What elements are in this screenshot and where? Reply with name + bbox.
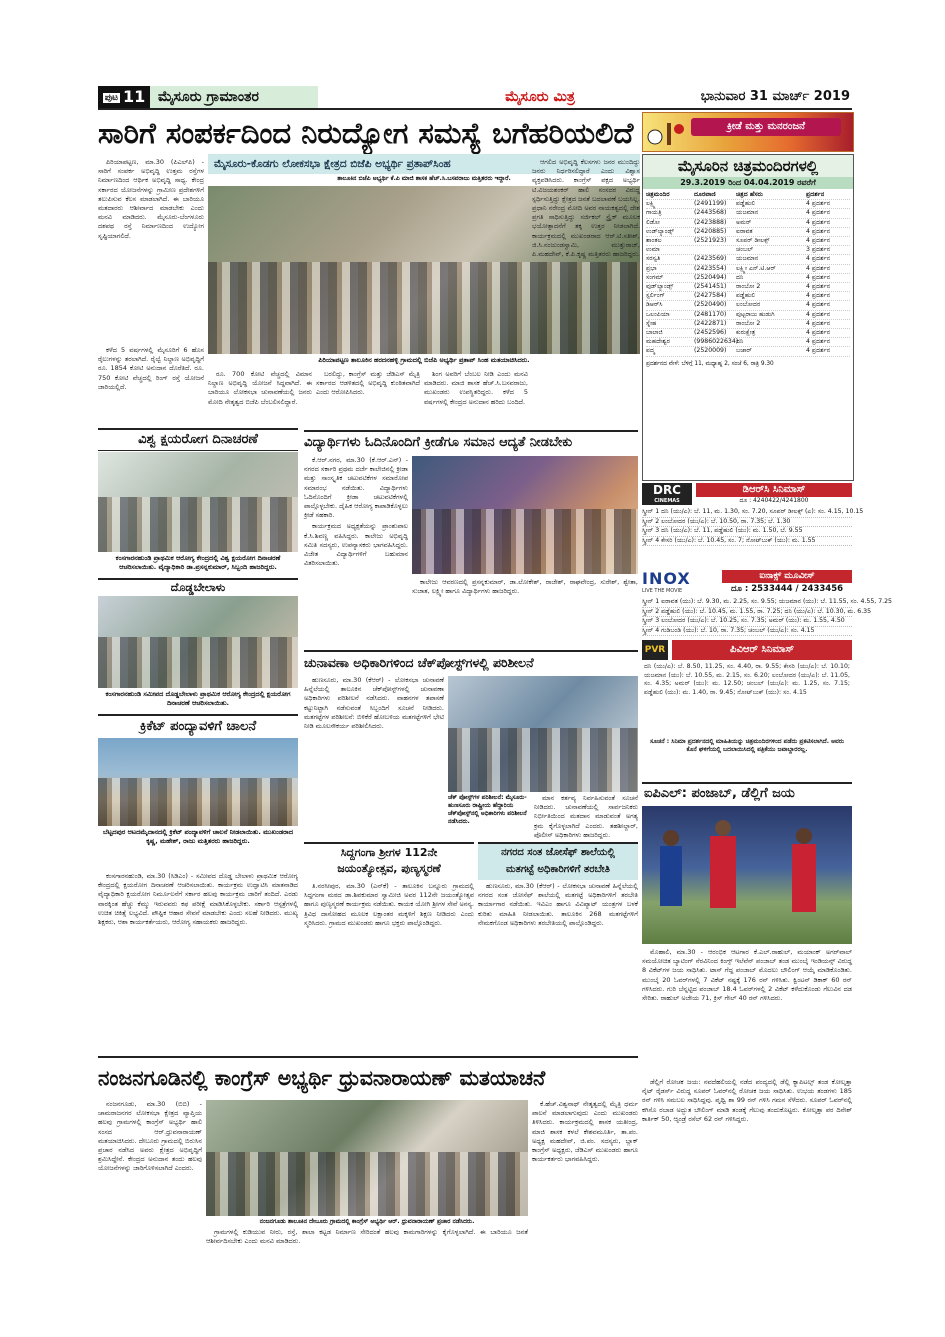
pvr-box [642, 640, 852, 660]
theatre-row [646, 301, 850, 310]
cricket-crowd [98, 778, 298, 826]
nanjangud-photo-caption: ನಂಜನಗೂಡು ತಾಲೂಕಿನ ದೇಬೂರು ಗ್ರಾಮದಲ್ಲಿ ಕಾಂಗ್ರೆಸ್ ಅಭ್ಯರ್ಥಿ ಆರ್. ಧ್ರುವನಾರಾಯಣ್ ಪ್ರಚಾರ ನಡೆಸಿದರು. [259, 1218, 475, 1225]
checkpost-col1 [304, 676, 444, 836]
checkpost-text: ಹುಣಸೂರು, ಮಾ.30 (ಕೆಆರ್) - ಲೋಕಸಭಾ ಚುನಾವಣೆ ಹಿನ್ನೆಲೆಯಲ್ಲಿ ತಾಲೂಕಿನ ಚೆಕ್‌ಪೋಸ್ಟ್‌ಗಳಲ್ಲಿ ಚುನಾವಣಾ ಅಧಿಕಾರಿಗಳು ಪರಿಶೀಲನೆ ನಡೆಸಿದರು. ವಾಹನಗಳ ತಪಾಸಣೆ ಕಟ್ಟುನಿಟ್ಟಾಗಿ ನಡೆಸುವಂತೆ ಸಿಬ್ಬಂದಿಗೆ ಸೂಚನೆ ನೀಡಿದರು. ಮತಗಟ್ಟೆಗಳ ಪರಿಶೀಲನೆ: ಬಿಳಿಕೆರೆ ಹೋಬಳಿಯ ಮತಗಟ್ಟೆಗಳಿಗೆ ಭೇಟಿ ನೀಡಿ ಮೂಲಸೌಕರ್ಯ ಪರಿಶೀಲಿಸಿದರು. [304, 676, 444, 731]
theatre-cell: ಶಾಂತಲ [646, 237, 662, 245]
theatres-box [642, 154, 854, 481]
theatre-cell: ಚಿತ್ರದ ಹೆಸರು [736, 191, 763, 198]
theatre-cell: ಅಮರ್ [736, 218, 752, 226]
theatre-cell: ಯಜಮಾನ [736, 209, 759, 217]
theatre-header-row [646, 191, 850, 200]
theatre-cell: ಚಂಬಲ್ [736, 246, 754, 254]
theatre-cell: 4 ಪ್ರದರ್ಶನ [806, 218, 831, 226]
theatre-cell: (2423569) [694, 255, 727, 263]
ipl-text-2: ಡೆಲ್ಲಿಗೆ ರೋಚಕ ಜಯ: ನವದೆಹಲಿಯಲ್ಲಿ ನಡೆದ ಪಂದ್ಯದಲ್ಲಿ ಡೆಲ್ಲಿ ಕ್ಯಾಪಿಟಲ್ಸ್ ತಂಡ ಕೋಲ್ಕತ್ತಾ ನೈಟ್ ರೈಡರ್ಸ್ ವಿರುದ್ಧ ಸೂಪರ್ ಓವರ್‌ನಲ್ಲಿ ರೋಚಕ ಜಯ ಸಾಧಿಸಿತು. ಉಭಯ ತಂಡಗಳು 185 ರನ್ ಗಳಿಸಿ ಸಮಬಲ ಸಾಧಿಸಿದ್ದವು. ಪೃಥ್ವಿ ಶಾ 99 ರನ್ ಗಳಿಸಿ ಗಮನ ಸೆಳೆದರು. ಸೂಪರ್ ಓವರ್‌ನಲ್ಲಿ ಕಗಿಸೊ ರಬಾಡ ಅದ್ಭುತ ಬೌಲಿಂಗ್ ಮಾಡಿ ತಂಡಕ್ಕೆ ಗೆಲುವು ತಂದುಕೊಟ್ಟರು. ಕೋಲ್ಕತ್ತಾ ಪರ ದಿನೇಶ್ ಕಾರ್ತಿಕ್ 50, ಆ್ಯಂಡ್ರೆ ರಸೆಲ್ 62 ರನ್ ಗಳಿಸಿದ್ದರು. [642, 1078, 852, 1123]
theatre-row [646, 274, 850, 283]
theatre-cell: ರಾಂಬೋ 2 [736, 283, 761, 291]
theatre-cell: ಪುಟ್ಟರಾಜು ಹುಡುಗಿ [736, 310, 775, 318]
lead-col3 [316, 370, 420, 422]
lead-col2 [208, 370, 312, 422]
drc-phone: ದೂ : 4240422/4241800 [739, 497, 809, 504]
theatre-cell: 4 ಪ್ರದರ್ಶನ [806, 227, 831, 235]
town-title-1: ನಗರದ ಸಂತ ಜೋಸೆಫ್ ಶಾಲೆಯಲ್ಲಿ [501, 847, 615, 858]
theatre-cell: ಕುರುಕ್ಷೇತ್ರ [736, 329, 756, 337]
theatre-cell: (2481170) [694, 310, 727, 318]
theatre-cell: (2423888) [694, 218, 727, 226]
theatre-row [646, 246, 850, 255]
theatre-cell: ಲಂಬೋದರ [736, 301, 761, 309]
tb-story-text: ಕಂಸಗಾರನಹುಂಡಿ, ಮಾ.30 (ಸಿಡಿಎಂ) - ಸಮೀಪದ ದೊಡ್ಡ ಬೇಲಾಳು ಪ್ರಾಥಮಿಕ ಆರೋಗ್ಯ ಕೇಂದ್ರದಲ್ಲಿ ಕ್ಷಯರೋಗ ದಿನಾಚರಣೆ ಆಚರಿಸಲಾಯಿತು. ಕಾರ್ಯಕ್ರಮ ಉದ್ಘಾಟಿಸಿ ಮಾತನಾಡಿದ ವೈದ್ಯಾಧಿಕಾರಿ ಕ್ಷಯರೋಗ ನಿರ್ಮೂಲನೆಗೆ ಸರ್ಕಾರ ಹಲವು ಕಾರ್ಯಕ್ರಮ ಜಾರಿಗೆ ತಂದಿದೆ. ಎರಡು ವಾರಕ್ಕಿಂತ ಹೆಚ್ಚು ಕೆಮ್ಮು ಇರುವವರು ಕಫ ಪರೀಕ್ಷೆ ಮಾಡಿಸಿಕೊಳ್ಳಬೇಕು. ಸರ್ಕಾರಿ ಆಸ್ಪತ್ರೆಗಳಲ್ಲಿ ಉಚಿತ ಚಿಕಿತ್ಸೆ ಲಭ್ಯವಿದೆ. ಪೌಷ್ಟಿಕ ಆಹಾರ ಸೇವನೆ ಮಾಡಬೇಕು ಎಂದು ಸಲಹೆ ನೀಡಿದರು. ಮುಖ್ಯ ಶಿಕ್ಷಕರು, ಆಶಾ ಕಾರ್ಯಕರ್ತೆಯರು, ಆರೋಗ್ಯ ಸಹಾಯಕರು ಹಾಜರಿದ್ದರು. [98, 872, 298, 927]
theatre-cell: ಸ್ನೇಹ [646, 319, 657, 327]
nanjangud-text-1: ನಂಜನಗೂಡು, ಮಾ.30 (ಬಿಬಿ) - ಚಾಮರಾಜನಗರ ಲೋಕಸಭಾ ಕ್ಷೇತ್ರದ ವ್ಯಾಪ್ತಿಯ ಹಲವು ಗ್ರಾಮಗಳಲ್ಲಿ ಕಾಂಗ್ರೆಸ್ ಅಭ್ಯರ್ಥಿ ಹಾಲಿ ಸಂಸದ ಆರ್.ಧ್ರುವನಾರಾಯಣ್ ಮತಯಾಚಿಸಿದರು. ದೇಬೂರು ಗ್ರಾಮದಲ್ಲಿ ಬಿರುಸಿನ ಪ್ರಚಾರ ನಡೆಸಿದ ಅವರು ಕ್ಷೇತ್ರದ ಅಭಿವೃದ್ಧಿಗೆ ಶ್ರಮಿಸಿದ್ದೇನೆ. ಕೇಂದ್ರದ ಅನುದಾನ ತಂದು ಹಲವು ಯೋಜನೆಗಳನ್ನು ಜಾರಿಗೊಳಿಸಲಾಗಿದೆ ಎಂದರು. [98, 1100, 202, 1173]
theatre-cell: ಲಕ್ಷ್ಮೀ ಎನ್.ಟಿ.ಆರ್ [736, 264, 776, 272]
drc-screen-line: ಸ್ಕ್ರೀನ್ 4 ಕೇಸರಿ (ಯು/ಎ): ಬೆ. 10.45, ಸಂ. 7; ನೋಟ್‌ಬುಕ್ (ಯು): ಮ. 1.55 [642, 537, 852, 547]
theatre-cell: 4 ಪ್ರದರ್ಶನ [806, 347, 831, 355]
inox-title: ಐನಾಕ್ಸ್ ಮೂವೀಸ್ [722, 570, 852, 583]
students-text-2: ಕಾರ್ಯಕ್ರಮದ ಅಧ್ಯಕ್ಷತೆಯನ್ನು ಪ್ರಾಂಶುಪಾಲ ಕೆ.ಸಿ.ಶಿವಣ್ಣ ವಹಿಸಿದ್ದರು. ಕಾಲೇಜು ಅಭಿವೃದ್ಧಿ ಸಮಿತಿ ಸದಸ್ಯರು, ಉಪನ್ಯಾಸಕರು ಭಾಗವಹಿಸಿದ್ದರು. ವಿಜೇತ ವಿದ್ಯಾರ್ಥಿಗಳಿಗೆ ಬಹುಮಾನ ವಿತರಿಸಲಾಯಿತು. [304, 522, 408, 568]
sports-icons [645, 115, 689, 149]
drc-logo-text: DRC [652, 483, 681, 497]
town-title-2: ಮತಗಟ್ಟೆ ಅಧಿಕಾರಿಗಳಿಗೆ ತರಬೇತಿ [506, 864, 610, 875]
header-rule [98, 108, 852, 110]
lead-col1 [98, 158, 204, 343]
theatre-cell: (2520009) [694, 347, 727, 355]
issue-date: ಭಾನುವಾರ 31 ಮಾರ್ಚ್ 2019 [700, 89, 850, 104]
nanjangud-headline: ನಂಜನಗೂಡಿನಲ್ಲಿ ಕಾಂಗ್ರೆಸ್ ಅಭ್ಯರ್ಥಿ ಧ್ರುವನಾರಾಯಣ್ ಮತಯಾಚನೆ [98, 1066, 546, 1090]
theatre-cell: ಯಜಮಾನ [736, 255, 759, 263]
theatre-row [646, 329, 850, 338]
inox-screen-line: ಸ್ಕ್ರೀನ್ 3 ಲಂಬೋದರ (ಯು/ಎ): ಬೆ. 10.25, ಸಂ. 7.35; ಅಮರ್ (ಯು): ಮ. 1.55, 4.50 [642, 617, 852, 627]
theatre-cell: ಲಕ್ಷ್ಮಿ [646, 200, 656, 208]
inox-screen-line: ಸ್ಕ್ರೀನ್ 2 ಪಡ್ಡೆಹುಲಿ (ಯು): ಬೆ. 10.45, ಮ. 1.55, ರಾ. 7.25; ದನಿ (ಯು/ಎ): ಬೆ. 10.30, ಮ. 6.35 [642, 608, 852, 618]
drc-title: ಡಿಆರ್‌ಸಿ ಸಿನಿಮಾಸ್ [696, 483, 852, 497]
theatres-table [643, 189, 853, 370]
theatre-cell: 4 ಪ್ರದರ್ಶನ [806, 310, 831, 318]
theatre-cell: 4 ಪ್ರದರ್ಶನ [806, 283, 831, 291]
students-photo [412, 456, 638, 574]
lead-headline: ಸಾರಿಗೆ ಸಂಪರ್ಕದಿಂದ ನಿರುದ್ಯೋಗ ಸಮಸ್ಯೆ ಬಗೆಹರಿಯಲಿದೆ [98, 116, 634, 150]
theatre-cell: ಮಹದೇಶ್ವರ [646, 338, 670, 346]
pvr-logo: PVR [642, 640, 668, 660]
lead-col4 [424, 370, 528, 422]
page-number-badge [98, 86, 150, 108]
theatre-cell: ಡಿಆರ್‌ಸಿ [646, 301, 663, 309]
theatre-row [646, 292, 850, 301]
theatre-cell: 4 ಪ್ರದರ್ಶನ [806, 273, 831, 281]
nanjangud-text-2: ಗ್ರಾಮಗಳಲ್ಲಿ ಕುಡಿಯುವ ನೀರು, ರಸ್ತೆ, ಶಾಲಾ ಕಟ್ಟಡ ನಿರ್ಮಾಣ ಸೇರಿದಂತೆ ಹಲವು ಕಾಮಗಾರಿಗಳನ್ನು ಕೈಗೊಳ್ಳಲಾಗಿದೆ. ಈ ಬಾರಿಯೂ ಜನತೆ ಆಶೀರ್ವದಿಸಬೇಕು ಎಂದು ಮನವಿ ಮಾಡಿದರು. [206, 1228, 528, 1246]
theatre-cell: (2520494) [694, 273, 727, 281]
nanjangud-text-4: ಕೆ.ಹೆಚ್.ವಿಶ್ವನಾಥ್ ನೇತೃತ್ವದಲ್ಲಿ ಮೈತ್ರಿ ಧರ್ಮ ಪಾಲನೆ ಮಾಡಲಾಗುವುದು ಎಂದು ಮುಖಂಡರು ತಿಳಿಸಿದರು. ಕಾರ್ಯಕ್ರಮದಲ್ಲಿ ಶಾಸಕ ಯತೀಂದ್ರ, ಮಾಜಿ ಶಾಸಕ ಕಳಲೆ ಕೇಶವಮೂರ್ತಿ, ತಾ.ಪಂ. ಅಧ್ಯಕ್ಷ ಮಹದೇವ್, ಜಿ.ಪಂ. ಸದಸ್ಯರು, ಬ್ಲಾಕ್ ಕಾಂಗ್ರೆಸ್ ಅಧ್ಯಕ್ಷರು, ಜೆಡಿಎಸ್ ಮುಖಂಡರು ಹಾಗೂ ಕಾರ್ಯಕರ್ತರು ಭಾಗವಹಿಸಿದ್ದರು. [532, 1100, 638, 1164]
drc-screen-line: ಸ್ಕ್ರೀನ್ 1 ದನಿ (ಯು/ಎ): ಬೆ. 11, ಮ. 1.30, ಸಂ. 7.20, ಸೂಪರ್ ಡೀಲಕ್ಸ್ (ಎ): ಸಂ. 4.15, 10.15 [642, 508, 852, 518]
lead-col5-text: ಆಗಲಿದ ಅಭಿವೃದ್ಧಿ ಕೆಲಸಗಳು ಜನರ ಮುಂದಿದ್ದು ಜನರು ನಿರ್ಧರಿಸಲಿದ್ದಾರೆ ಎಂದು ವಿಶ್ವಾಸ ವ್ಯಕ್ತಪಡಿಸಿದರು. ಕಾಂಗ್ರೆಸ್ ಪಕ್ಷದ ಅಭ್ಯರ್ಥಿ ಟಿ.ವಿಜಯಶಂಕರ್ ಹಾಲಿ ಸಂಸದರ ವಿರುದ್ಧ ಸ್ಪರ್ಧಿಸುತ್ತಿದ್ದು ಕ್ಷೇತ್ರದ ಜನತೆ ಬದಲಾವಣೆ ಬಯಸಿಲ್ಲ. ಪ್ರಧಾನಿ ನರೇಂದ್ರ ಮೋದಿ ಅವರ ನಾಯಕತ್ವದಲ್ಲಿ ದೇಶ ಪ್ರಗತಿ ಸಾಧಿಸುತ್ತಿದ್ದು ಸರ್ಜಿಕಲ್ ಸ್ಟ್ರೈಕ್ ಮೂಲಕ ಭಯೋತ್ಪಾದನೆಗೆ ತಕ್ಕ ಉತ್ತರ ನೀಡಲಾಗಿದೆ. ಕಾರ್ಯಕ್ರಮದಲ್ಲಿ ಮುಖಂಡರಾದ ಆರ್.ಟಿ.ಸತೀಶ್, ಜಿ.ಸಿ.ನಂಜುಂಡಸ್ವಾಮಿ, ಮುತ್ತುರಾಜ್, ಪಿ.ಮಹದೇವ್, ಕೆ.ಪಿ.ಕೃಷ್ಣ ಮತ್ತಿತರರು ಹಾಜರಿದ್ದರು. [532, 158, 640, 259]
inox-tagline: LIVE THE MOVIE [642, 588, 683, 594]
theatre-row [646, 237, 850, 246]
theatre-cell: (2420885) [694, 227, 727, 235]
theatre-cell: ಲಿಡೋ [646, 218, 660, 226]
lead-col1-text: ಪಿರಿಯಾಪಟ್ಟಣ, ಮಾ.30 (ಪಿಎಲ್‌ಪಿ) - ಸಾರಿಗೆ ಸಂಪರ್ಕ ಅಭಿವೃದ್ಧಿ ಉತ್ತಮ ರಸ್ತೆಗಳ ನಿರ್ಮಾಣದಿಂದ ಆರ್ಥಿಕ ಅಭಿವೃದ್ಧಿ ಸಾಧ್ಯ. ಕೇಂದ್ರ ಸರ್ಕಾರದ ಯೋಜನೆಗಳನ್ನು ಗ್ರಾಮೀಣ ಪ್ರದೇಶಗಳಿಗೆ ತಲುಪಿಸುವ ಕೆಲಸ ಮಾಡಲಾಗಿದೆ. ಈ ಬಾರಿಯೂ ಮತದಾರರು ಆಶೀರ್ವಾದ ಮಾಡಬೇಕು ಎಂದು ಮನವಿ ಮಾಡಿದರು. ಮೈಸೂರು-ಬೆಂಗಳೂರು ದಶಪಥ ರಸ್ತೆ ನಿರ್ಮಾಣದಿಂದ ಉದ್ಯೋಗ ಸೃಷ್ಟಿಯಾಗಲಿದೆ. [98, 158, 204, 240]
theatre-row [646, 200, 850, 209]
theatre-cell: ಗಾಯತ್ರಿ [646, 209, 662, 217]
theatre-cell: ಪಡ್ಡೆಹುಲಿ [736, 200, 756, 208]
theatre-cell: 4 ಪ್ರದರ್ಶನ [806, 255, 831, 263]
theatres-title: ಮೈಸೂರಿನ ಚಿತ್ರಮಂದಿರಗಳಲ್ಲಿ [643, 155, 853, 177]
world-tb-photo [98, 452, 298, 552]
theatre-cell: (2422871) [694, 319, 727, 327]
students-col1 [304, 456, 408, 646]
theatre-cell: ಬಾಲಾಜಿ [646, 329, 663, 337]
theatre-cell: (2541451) [694, 283, 727, 291]
ipl-text2 [642, 1078, 852, 1244]
nanjangud-col4 [532, 1100, 638, 1244]
theatre-cell [694, 246, 736, 254]
theatre-row [646, 265, 850, 274]
theatre-cell: 4 ಪ್ರದರ್ಶನ [806, 200, 831, 208]
masthead-logo: ಮೈಸೂರು ಮಿತ್ರ [505, 89, 575, 105]
siddaganga-story [304, 882, 474, 1052]
siddaganga-title-2: ಜಯಂತ್ಯೋತ್ಸವ, ಪುಣ್ಯಸ್ಮರಣೆ [337, 862, 441, 875]
ipl-title: ಐಪಿಎಲ್: ಪಂಜಾಬ್, ಡೆಲ್ಲಿಗೆ ಜಯ [644, 786, 795, 801]
siddaganga-title-1: ಸಿದ್ದಗಂಗಾ ಶ್ರೀಗಳ 112ನೇ [304, 842, 474, 862]
theatre-cell: ಸೂಪರ್ ಡೀಲಕ್ಸ್ [736, 237, 770, 245]
theatre-cell: 4 ಪ್ರದರ್ಶನ [806, 319, 831, 327]
checkpost-title: ಚುನಾವಣಾ ಅಧಿಕಾರಿಗಳಿಂದ ಚೆಕ್‌ಪೋಸ್ಟ್‌ಗಳಲ್ಲಿ ಪರಿಶೀಲನೆ [304, 650, 638, 674]
theatre-cell: 4 ಪ್ರದರ್ಶನ [806, 209, 831, 217]
tb-story [98, 872, 298, 1052]
theatre-cell: 4 ಪ್ರದರ್ಶನ [806, 329, 831, 337]
lead-col3-text: ಬರಲಿದ್ದು, ಕಾಂಗ್ರೆಸ್ ಮತ್ತು ಜೆಡಿಎಸ್ ಮೈತ್ರಿ ಸರ್ಕಾರದ ಆಡಳಿತದಲ್ಲಿ ಅಭಿವೃದ್ಧಿ ಕುಂಠಿತವಾಗಿದೆ ಎಂದು ಆರೋಪಿಸಿದರು. [316, 370, 420, 397]
theatre-cell: ಸರಸ್ವತಿ [646, 255, 661, 263]
theatre-cell: ವುಡ್‌ಲ್ಯಾಂಡ್ಸ್ [646, 283, 674, 291]
cricket-title: ಕ್ರಿಕೆಟ್ ಪಂದ್ಯಾವಳಿಗೆ ಚಾಲನೆ [98, 714, 298, 738]
theatre-cell: ಪದ್ಮ [646, 347, 655, 355]
pvr-note: ಸೂಚನೆ : ಸಿನಿಮಾ ಪ್ರದರ್ಶನದಲ್ಲಿ ಮಾಹಿತಿಯನ್ನು ಚಿತ್ರಮಂದಿರಗಳಿಂದ ಪಡೆದು ಪ್ರಕಟಿಸಲಾಗಿದೆ. ಅವರು ಕೊನೆ ಘಳಿಗೆಯಲ್ಲಿ ಬದಲಾಯಿಸಿದಲ್ಲಿ ಪತ್ರಿಕೆಯು ಜವಾಬ್ದಾರರಲ್ಲ. [650, 738, 844, 754]
theatre-cell: ಬಜಾರ್ [736, 347, 752, 355]
inox-logo-text: INOX [642, 569, 691, 588]
lead-col5 [532, 158, 640, 422]
lead-subhead: ಮೈಸೂರು-ಕೊಡಗು ಲೋಕಸಭಾ ಕ್ಷೇತ್ರದ ಬಿಜೆಪಿ ಅಭ್ಯರ್ಥಿ ಪ್ರತಾಪ್‌ಸಿಂಹ [214, 158, 451, 170]
theatre-cell: ದೂರವಾಣಿ [694, 191, 716, 198]
drc-schedule [642, 508, 864, 566]
nanjangud-col1 [98, 1100, 202, 1244]
checkpost-text2: ಮಾನ ಕರ್ತವ್ಯ ನಿರ್ವಹಿಸುವಂತೆ ಸೂಚನೆ ನೀಡಿದರು. ಚುನಾವಣೆಯಲ್ಲಿ ಸಾರ್ವಜನಿಕರು ನಿರ್ಭೀತಿಯಿಂದ ಮತದಾನ ಮಾಡುವಂತೆ ಅಗತ್ಯ ಕ್ರಮ ಕೈಗೊಳ್ಳಲಾಗಿದೆ ಎಂದರು. ತಹಶೀಲ್ದಾರ್, ಪೊಲೀಸ್ ಅಧಿಕಾರಿಗಳು ಹಾಜರಿದ್ದರು. [534, 794, 638, 839]
lead-col4-text: ಶಿಂಗ ಅವರಿಗೆ ಬೆಂಬಲ ನೀಡಿ ಎಂದು ಮನವಿ ಮಾಡಿದರು. ಮಾಜಿ ಶಾಸಕ ಹೆಚ್.ಸಿ.ಬಸವರಾಜು, ಮುಖಂಡರು ಉಪಸ್ಥಿತರಿದ್ದರು. ಕಳೆದ 5 ವರ್ಷಗಳಲ್ಲಿ ಕೇಂದ್ರದ ಅನುದಾನ ಹರಿದು ಬಂದಿದೆ. [424, 370, 528, 406]
theatre-cell: ಪ್ರದರ್ಶನ [806, 191, 825, 198]
theatre-row [646, 255, 850, 264]
ipl-players [642, 806, 852, 944]
nanjangud-photo [206, 1100, 528, 1216]
theatre-row [646, 311, 850, 320]
students-col3 [412, 578, 638, 646]
theatre-cell: ಸಂಗಮ್ [646, 273, 664, 281]
theatre-cell: ಪಡ್ಡೆಹುಲಿ [736, 292, 756, 300]
theatre-cell: (2520490) [694, 301, 727, 309]
town-story [478, 882, 638, 1052]
doddabelalu-title: ದೊಡ್ಡಬೇಲಾಳು [98, 578, 298, 596]
theatre-cell: 4 ಪ್ರದರ್ಶನ [806, 292, 831, 300]
checkpost-photo [448, 676, 638, 792]
theatre-cell: 4 ಪ್ರದರ್ಶನ [806, 338, 831, 346]
lead-col1b-text: ಕಳೆದ 5 ವರ್ಷಗಳಲ್ಲಿ ಮೈಸೂರಿಗೆ 6 ಹೊಸ ರೈಲುಗಳನ್ನು ತರಲಾಗಿದೆ. ರೈಲ್ವೆ ನಿಲ್ದಾಣ ಅಭಿವೃದ್ಧಿಗೆ ರೂ. 1854 ಕೋಟಿ ಅನುದಾನ ದೊರೆತಿದೆ. ರೂ. 750 ಕೋಟಿ ವೆಚ್ಚದಲ್ಲಿ ರಿಂಗ್ ರಸ್ತೆ ಯೋಜನೆ ಜಾರಿಯಲ್ಲಿದೆ. [98, 346, 204, 391]
cricket-caption: ಬೆಟ್ಟದಪುರ ಆಟದಮೈದಾನದಲ್ಲಿ ಕ್ರಿಕೆಟ್ ಪಂದ್ಯಾವಳಿಗೆ ಚಾಲನೆ ನೀಡಲಾಯಿತು. ಮುಖಂಡರಾದ ಕೃಷ್ಣ, ಮಹೇಶ್, ರಾಜು ಮತ್ತಿತರರು ಹಾಜರಿದ್ದರು. [102, 828, 294, 845]
theatre-cell: ದನಿ [736, 338, 744, 346]
theatre-row [646, 219, 850, 228]
theatre-cell: (9986022634) [694, 338, 739, 346]
theatre-row [646, 283, 850, 292]
pvr-title: ಪಿವಿಆರ್ ಸಿನಿಮಾಸ್ [672, 640, 852, 660]
inox-screen-line: ಸ್ಕ್ರೀನ್ 1 ಐರಾವತ (ಯು): ಬೆ. 9.30, ಮ. 2.25, ಸಂ. 9.55; ಯಜಮಾನ (ಯು): ಬೆ. 11.55, ಸಂ. 4.55, 7.25 [642, 598, 852, 608]
theatre-row [646, 209, 850, 218]
theatre-footnote: ಪ್ರದರ್ಶನದ ವೇಳೆ: ಬೆಳಿಗ್ಗೆ 11, ಮಧ್ಯಾಹ್ನ 2, ಸಂಜೆ 6, ರಾತ್ರಿ 9.30 [646, 360, 774, 367]
ipl-text [642, 948, 852, 1076]
theatre-cell: (2427584) [694, 292, 727, 300]
drc-screen-line: ಸ್ಕ್ರೀನ್ 3 ದನಿ (ಯು/ಎ): ಬೆ. 11, ಪಡ್ಡೆಹುಲಿ (ಯು): ಮ. 1.50, ಬೆ. 9.55 [642, 527, 852, 537]
lead-photo-top-caption: ತಾಲೂಕಿನ ಬಿಜೆಪಿ ಅಭ್ಯರ್ಥಿ ಕೆ.ಪಿ ಮಾಜಿ ಶಾಸಕ ಹೆಚ್.ಸಿ.ಬಸವರಾಜು ಮತ್ತಿತರರು ಇದ್ದಾರೆ. [337, 175, 511, 182]
students-text-1: ಕೆ.ಆರ್.ನಗರ, ಮಾ.30 (ಕೆ.ಆರ್.ಎನ್) - ನಗರದ ಸರ್ಕಾರಿ ಪ್ರಥಮ ದರ್ಜೆ ಕಾಲೇಜಿನಲ್ಲಿ ಕ್ರೀಡಾ ಮತ್ತು ಸಾಂಸ್ಕೃತಿಕ ಚಟುವಟಿಕೆಗಳ ಸಮಾರೋಪ ಸಮಾರಂಭ ನಡೆಯಿತು. ವಿದ್ಯಾರ್ಥಿಗಳು ಓದಿನೊಂದಿಗೆ ಕ್ರೀಡಾ ಚಟುವಟಿಕೆಗಳಲ್ಲಿ ಪಾಲ್ಗೊಳ್ಳಬೇಕು. ದೈಹಿಕ ಆರೋಗ್ಯ ಕಾಪಾಡಿಕೊಳ್ಳಲು ಕ್ರೀಡೆ ಸಹಕಾರಿ. [304, 456, 408, 520]
nanjangud-crowd [206, 1152, 528, 1216]
sports-banner [642, 112, 854, 152]
inox-phone: ದೂ : 2533444 / 2433456 [730, 584, 844, 594]
page-number: 11 [122, 87, 146, 106]
siddaganga-text: ತಿ.ನರಸೀಪುರ, ಮಾ.30 (ಎನ್‌ಕೆ) - ತಾಲೂಕಿನ ಬನ್ನೂರು ಗ್ರಾಮದಲ್ಲಿ ಸಿದ್ದಗಂಗಾ ಮಠದ ಡಾ.ಶಿವಕುಮಾರ ಸ್ವಾಮೀಜಿ ಅವರ 112ನೇ ಜಯಂತ್ಯೋತ್ಸವ ಹಾಗೂ ಪುಣ್ಯಸ್ಮರಣೆ ಕಾರ್ಯಕ್ರಮ ನಡೆಯಿತು. ಕಾಯಕ ಯೋಗಿ ಶ್ರೀಗಳ ಸೇವೆ ಅನನ್ಯ. ತ್ರಿವಿಧ ದಾಸೋಹದ ಮೂಲಕ ಲಕ್ಷಾಂತರ ಮಕ್ಕಳಿಗೆ ಶಿಕ್ಷಣ ನೀಡಿದರು ಎಂದು ಸ್ಮರಿಸಿದರು. ಗ್ರಾಮದ ಮುಖಂಡರು ಹಾಗೂ ಭಕ್ತರು ಪಾಲ್ಗೊಂಡಿದ್ದರು. [304, 882, 474, 927]
town-text: ಹುಣಸೂರು, ಮಾ.30 (ಕೆಆರ್) - ಲೋಕಸಭಾ ಚುನಾವಣೆ ಹಿನ್ನೆಲೆಯಲ್ಲಿ ನಗರದ ಸಂತ ಜೋಸೆಫ್ ಶಾಲೆಯಲ್ಲಿ ಮತಗಟ್ಟೆ ಅಧಿಕಾರಿಗಳಿಗೆ ತರಬೇತಿ ಕಾರ್ಯಾಗಾರ ನಡೆಯಿತು. ಇವಿಎಂ ಹಾಗೂ ವಿವಿಪ್ಯಾಟ್ ಯಂತ್ರಗಳ ಬಳಕೆ ಕುರಿತು ಮಾಹಿತಿ ನೀಡಲಾಯಿತು. ತಾಲೂಕಿನ 268 ಮತಗಟ್ಟೆಗಳಿಗೆ ನೇಮಕಗೊಂಡ ಅಧಿಕಾರಿಗಳು ತರಬೇತಿಯಲ್ಲಿ ಪಾಲ್ಗೊಂಡಿದ್ದರು. [478, 882, 638, 927]
theatre-row [646, 228, 850, 237]
drc-box [642, 483, 852, 505]
doddabelalu-caption: ಕಂಸಗಾರನಹುಂಡಿ ಸಮೀಪದ ದೊಡ್ಡಬೇಲಾಳು ಪ್ರಾಥಮಿಕ ಆರೋಗ್ಯ ಕೇಂದ್ರದಲ್ಲಿ ಕ್ಷಯರೋಗ ದಿನಾಚರಣೆ ಆಚರಿಸಲಾಯಿತು. [105, 690, 291, 707]
students-text-3: ಕಾಲೇಜು ಆವರಣದಲ್ಲಿ ಪ್ರಸನ್ನಕುಮಾರ್, ಡಾ.ಲೋಕೇಶ್, ರಾಜೇಶ್, ರಾಘವೇಂದ್ರ, ಸುರೇಶ್, ಶ್ವೇತಾ, ಸುಜಾತ, ಲಕ್ಷ್ಮೀ ಹಾಗೂ ವಿದ್ಯಾರ್ಥಿಗಳು ಹಾಜರಿದ್ದರು. [412, 578, 638, 596]
theatre-cell: ಉಡ್‌ಲ್ಯಾಂಡ್ಸ್ [646, 227, 675, 235]
theatre-cell: ಐರಾವತ [736, 227, 753, 235]
checkpost-col3 [534, 794, 638, 838]
theatre-cell: ಉಮಾ [646, 246, 660, 254]
theatre-cell: ಒಲಂಪಿಯಾ [646, 310, 670, 318]
theatre-cell: (2423554) [694, 264, 727, 272]
nanjangud-col2 [206, 1228, 528, 1246]
checkpost-caption: ಚೆಕ್ ಪೋಸ್ಟ್‌ಗಳ ಪರಿಶೀಲನೆ: ಮೈಸೂರು-ಹುಣಸೂರು ರಾಷ್ಟ್ರೀಯ ಹೆದ್ದಾರಿಯ ಚೆಕ್‌ಪೋಸ್ಟ್‌ನಲ್ಲಿ ಅಧಿಕಾರಿಗಳು ಪರಿಶೀಲನೆ ನಡೆಸಿದರು. [448, 794, 527, 825]
theatre-cell: (2452596) [694, 329, 727, 337]
inox-logo [642, 570, 718, 596]
theatre-cell: 4 ಪ್ರದರ್ಶನ [806, 264, 831, 272]
theatre-cell: 4 ಪ್ರದರ್ಶನ [806, 301, 831, 309]
theatre-cell: ದನಿ [736, 273, 744, 281]
theatre-cell: ರಾಂಬೋ 2 [736, 319, 761, 327]
inox-box [642, 570, 852, 596]
lead-photo-caption: ಪಿರಿಯಾಪಟ್ಟಣ ತಾಲೂಕಿನ ಹರದನಹಳ್ಳಿ ಗ್ರಾಮದಲ್ಲಿ ಬಿಜೆಪಿ ಅಭ್ಯರ್ಥಿ ಪ್ರತಾಪ್ ಸಿಂಹ ಮತಯಾಚಿಸಿದರು. [318, 356, 530, 364]
pvr-schedule: ದನಿ (ಯು/ಎ): ಬೆ. 8.50, 11.25, ಸಂ. 4.40, ರಾ. 9.55; ಕೇಸರಿ (ಯು/ಎ): ಬೆ. 10.10; ಯಜಮಾನ (ಯು): ಬೆ. 10.55, ಮ. 2.15, ಸಂ. 6.20; ಲಂಬೋದರ (ಯು/ಎ): ಬೆ. 11.05, ಸಂ. 4.35; ಅಮರ್ (ಯು): ಮ. 12.50; ಚಂಬಲ್ (ಯು/ಎ): ಮ. 1.25, ಸಂ. 7.15; ಪಡ್ಡೆಹುಲಿ (ಯು): ಮ. 1.40, ರಾ. 9.45; ನೋಟ್‌ಬುಕ್ (ಯು): ಸಂ. 4.15 [644, 663, 850, 696]
theatre-cell: ಪ್ರಭಾ [646, 264, 657, 272]
theatre-cell: 4 ಪ್ರದರ್ಶನ [806, 237, 831, 245]
theatre-row [646, 347, 850, 356]
doddabelalu-crowd [98, 637, 298, 688]
drc-screen-line: ಸ್ಕ್ರೀನ್ 2 ಲಂಬೋದರ (ಯು/ಎ): ಬೆ. 10.50, ರಾ. 7.35; ಬೆ. 1.30 [642, 518, 852, 528]
lead-col1b [98, 346, 204, 422]
theatre-row [646, 338, 850, 347]
theatre-cell: (2491199) [694, 200, 727, 208]
theatre-cell: 3 ಪ್ರದರ್ಶನ [806, 246, 831, 254]
ipl-photo [642, 806, 852, 944]
lead-col2-text: ರೂ. 700 ಕೋಟಿ ವೆಚ್ಚದಲ್ಲಿ ವಿಮಾನ ನಿಲ್ದಾಣ ಅಭಿವೃದ್ಧಿ ಯೋಜನೆ ಸಿದ್ಧವಾಗಿದೆ. ಈ ಬಾರಿಯೂ ಲೋಕಸಭಾ ಚುನಾವಣೆಯಲ್ಲಿ ಜನರು ಮೋದಿ ನೇತೃತ್ವದ ಬಿಜೆಪಿ ಬೆಂಬಲಿಸಲಿದ್ದಾರೆ. [208, 370, 312, 406]
theatre-row [646, 320, 850, 329]
sports-banner-text: ಕ್ರೀಡೆ ಮತ್ತು ಮನರಂಜನೆ [691, 118, 841, 136]
page-label: ಪುಟ [104, 92, 118, 103]
checkpost-crowd [448, 728, 638, 792]
inox-screen-line: ಸ್ಕ್ರೀನ್ 4 ಗುಡಿಬಂಡಿ (ಯು): ಬೆ. 10, ರಾ. 7.35; ಚಂಬಲ್ (ಯು/ಎ): ಸಂ. 4.15 [642, 627, 852, 637]
nanjangud-rule [98, 1056, 638, 1058]
theatres-period: 29.3.2019 ರಿಂದ 04.04.2019 ರವರೆಗೆ [643, 177, 853, 189]
theatre-cell: (2443568) [694, 209, 727, 217]
theatre-cell: ಚಿತ್ರಮಂದಿರ [646, 191, 670, 198]
ipl-text-1: ಮೊಹಾಲಿ, ಮಾ.30 - ಆರಂಭಿಕ ಆಟಗಾರ ಕೆ.ಎಲ್.ರಾಹುಲ್, ಮಯಾಂಕ್ ಅಗರ್‌ವಾಲ್ ಸಮಯೋಚಿತ ಬ್ಯಾಟಿಂಗ್ ನೆರವಿನಿಂದ ಕಿಂಗ್ಸ್ ಇಲೆವೆನ್ ಪಂಜಾಬ್ ತಂಡ ಮುಂಬೈ ಇಂಡಿಯನ್ಸ್ ವಿರುದ್ಧ 8 ವಿಕೆಟ್‌ಗಳ ಜಯ ಸಾಧಿಸಿತು. ಟಾಸ್ ಗೆದ್ದ ಪಂಜಾಬ್ ಮೊದಲು ಬೌಲಿಂಗ್ ಆಯ್ಕೆ ಮಾಡಿಕೊಂಡಿತು. ಮುಂಬೈ 20 ಓವರ್‌ಗಳಲ್ಲಿ 7 ವಿಕೆಟ್ ನಷ್ಟಕ್ಕೆ 176 ರನ್ ಗಳಿಸಿತು. ಕ್ವಿಂಟನ್ ಡಿಕಾಕ್ 60 ರನ್ ಗಳಿಸಿದರು. ಗುರಿ ಬೆನ್ನಟ್ಟಿದ ಪಂಜಾಬ್ 18.4 ಓವರ್‌ಗಳಲ್ಲಿ 2 ವಿಕೆಟ್ ಕಳೆದುಕೊಂಡು ಗೆಲುವಿನ ದಡ ಸೇರಿತು. ರಾಹುಲ್ ಅಜೇಯ 71, ಕ್ರಿಸ್ ಗೇಲ್ 40 ರನ್ ಗಳಿಸಿದರು. [642, 948, 852, 1003]
students-title: ವಿದ್ಯಾರ್ಥಿಗಳು ಓದಿನೊಂದಿಗೆ ಕ್ರೀಡೆಗೂ ಸಮಾನ ಆದ್ಯತೆ ನೀಡಬೇಕು [304, 430, 638, 454]
theatre-cell: ಸ್ಟರ್ಲಿಂಗ್ [646, 292, 665, 300]
world-tb-title: ವಿಶ್ವ ಕ್ಷಯರೋಗ ದಿನಾಚರಣೆ [98, 428, 298, 451]
students-crowd [412, 509, 638, 574]
drc-logo [642, 483, 692, 505]
drc-logo-sub: CINEMAS [654, 498, 680, 504]
cricket-photo [98, 738, 298, 826]
section-title: ಮೈಸೂರು ಗ್ರಾಮಾಂತರ [150, 86, 318, 108]
theatre-cell: (2521923) [694, 237, 727, 245]
world-tb-crowd [98, 497, 298, 552]
doddabelalu-photo [98, 596, 298, 688]
world-tb-caption: ಕಂಸಗಾರನಹುಂಡಿ ಪ್ರಾಥಮಿಕ ಆರೋಗ್ಯ ಕೇಂದ್ರದಲ್ಲಿ ವಿಶ್ವ ಕ್ಷಯರೋಗ ದಿನಾಚರಣೆ ಆಚರಿಸಲಾಯಿತು. ವೈದ್ಯಾಧಿಕಾರಿ ಡಾ.ಪ್ರಸನ್ನಕುಮಾರ್, ಸಿಬ್ಬಂದಿ ಹಾಜರಿದ್ದರು. [115, 554, 281, 571]
